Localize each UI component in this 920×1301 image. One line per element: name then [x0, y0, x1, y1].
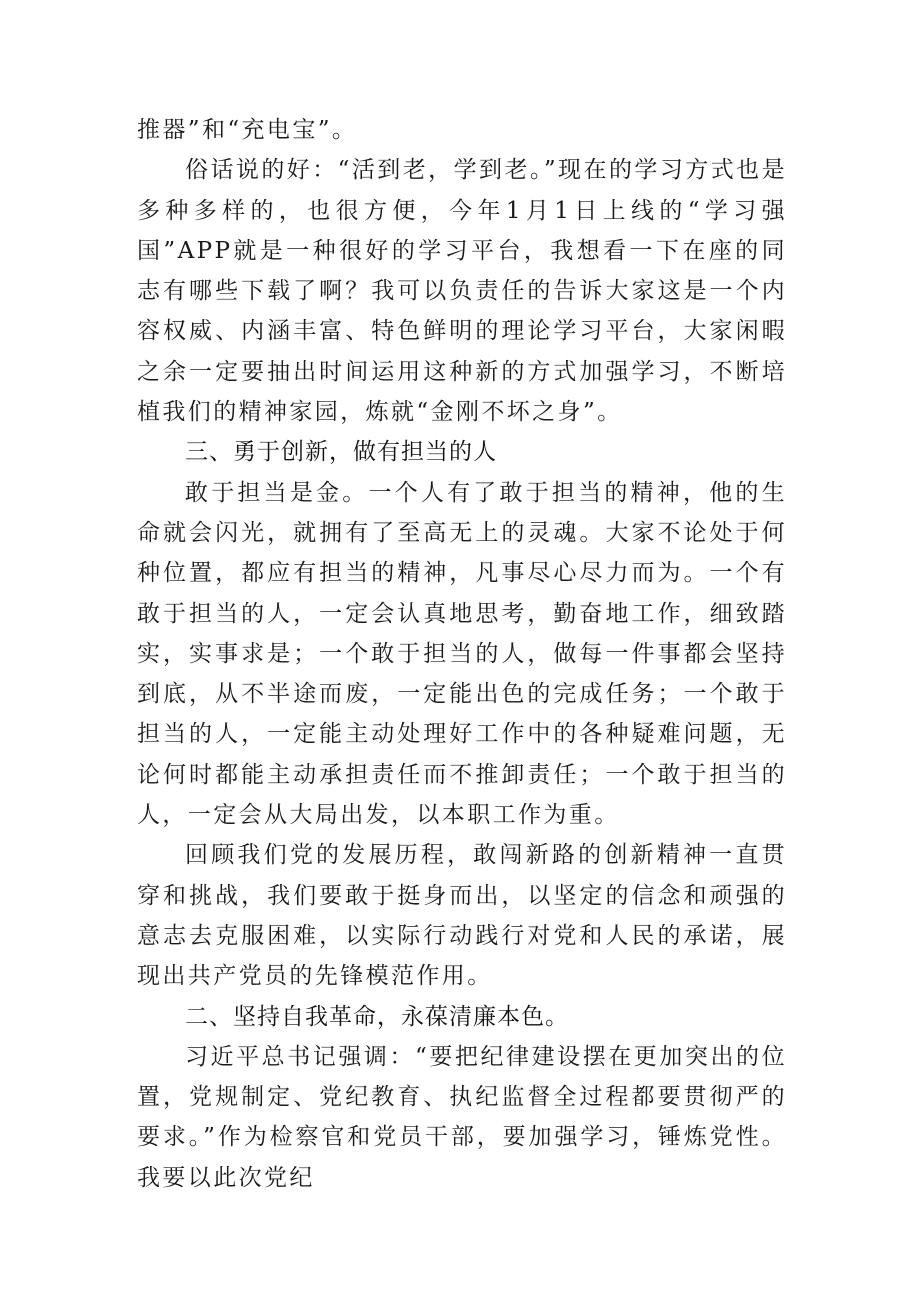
paragraph-party-history: 回顾我们党的发展历程，敢闯新路的创新精神一直贯穿和挑战，我们要敢于挺身而出，以坚定的信念和顽强的意志去克服困难，以实际行动践行对党和人民的承诺，展现出共产党员的先锋模范作用。 — [137, 842, 787, 990]
paragraph-continuation: 推器”和“充电宝”。 — [137, 117, 358, 143]
paragraph-responsibility: 敢于担当是金。一个人有了敢于担当的精神，他的生命就会闪光，就拥有了至高无上的灵魂。大家不论处于何种位置，都应有担当的精神，凡事尽心尽力而为。一个有敢于担当的人，一定会认真地思考，勤奋地工作，细致踏实，实事求是；一个敢于担当的人，做每一件事都会坚持到底，从不半途而废，一定能出色的完成任务；一个敢于担当的人，一定能主动处理好工作中的各种疑难问题，无论何时都能主动承担责任而不推卸责任；一个敢于担当的人，一定会从大局出发，以本职工作为重。 — [137, 479, 787, 829]
document-body — [137, 110, 787, 1198]
section-heading-innovation: 三、勇于创新，做有担当的人 — [185, 439, 497, 466]
paragraph-learning-platform: 俗话说的好：“活到老，学到老。”现在的学习方式也是多种多样的，也很方便，今年1月1日上线的“学习强国”APP就是一种很好的学习平台，我想看一下在座的同志有哪些下载了啊？我可以负责任的告诉大家这是一个内容权威、内涵丰富、特色鲜明的理论学习平台，大家闲暇之余一定要抽出时间运用这种新的方式加强学习，不断培植我们的精神家园，炼就“金刚不坏之身”。 — [137, 157, 787, 426]
paragraph-discipline: 习近平总书记强调：“要把纪律建设摆在更加突出的位置，党规制定、党纪教育、执纪监督全过程都要贯彻严的要求。”作为检察官和党员干部，要加强学习，锤炼党性。我要以此次党纪 — [137, 1043, 787, 1191]
section-heading-self-revolution: 二、坚持自我革命，永葆清廉本色。 — [185, 1003, 569, 1030]
